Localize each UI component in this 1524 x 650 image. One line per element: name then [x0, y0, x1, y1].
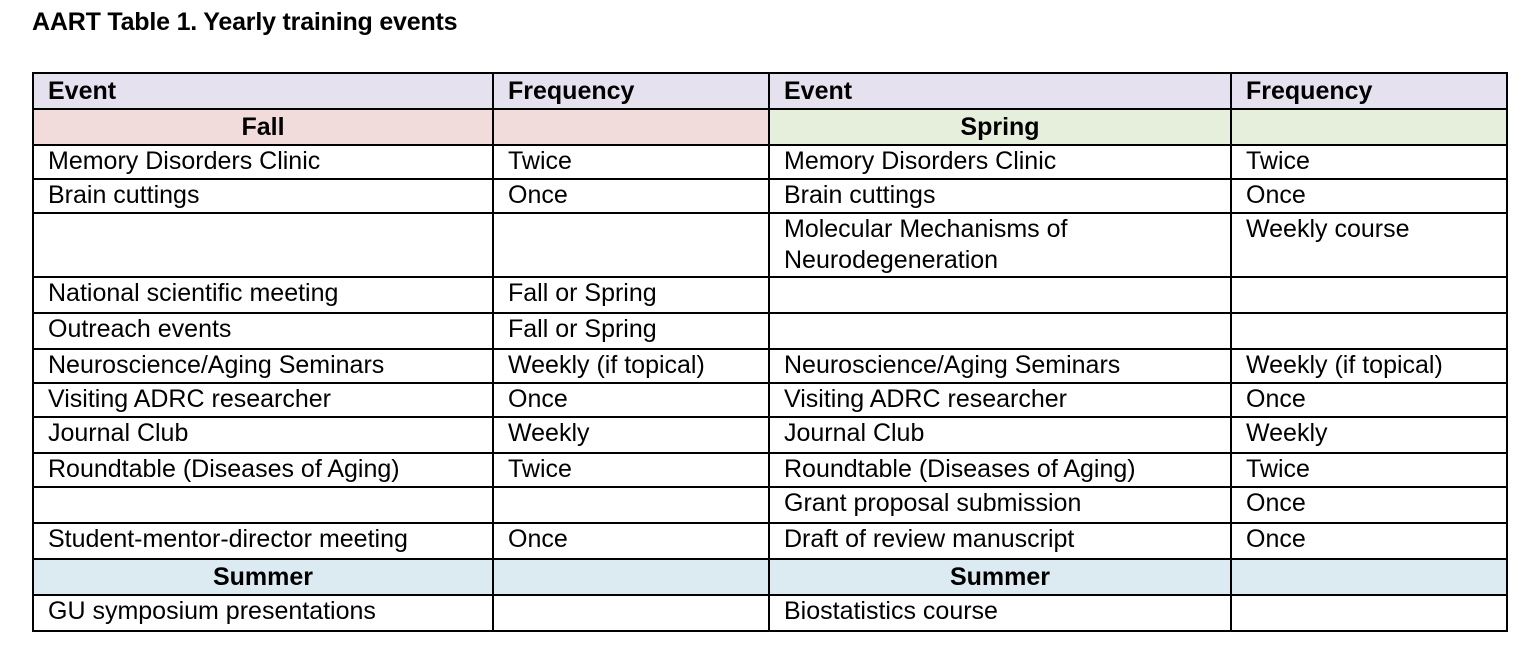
spring-event-cell: Grant proposal submission [769, 487, 1231, 523]
fall-frequency-cell: Fall or Spring [493, 277, 769, 313]
season-summer-right-frequency [1231, 559, 1507, 595]
spring-frequency-cell: Once [1231, 383, 1507, 417]
spring-frequency-cell: Weekly (if topical) [1231, 349, 1507, 383]
season-fall-frequency [493, 109, 769, 145]
spring-event-cell [769, 277, 1231, 313]
fall-frequency-cell: Once [493, 523, 769, 559]
table-row [33, 349, 1507, 383]
fall-event-cell: Brain cuttings [33, 179, 493, 213]
table-row [33, 277, 1507, 313]
table-row [33, 595, 1507, 631]
table-caption: AART Table 1. Yearly training events [32, 8, 458, 36]
spring-frequency-cell: Once [1231, 487, 1507, 523]
fall-event-cell: Neuroscience/Aging Seminars [33, 349, 493, 383]
table-row [33, 313, 1507, 349]
season-summer-left: Summer [33, 559, 493, 595]
season-row-fall-spring [33, 109, 1507, 145]
fall-frequency-cell: Weekly (if topical) [493, 349, 769, 383]
fall-frequency-cell: Fall or Spring [493, 313, 769, 349]
fall-frequency-cell [493, 213, 769, 277]
spring-frequency-cell: Weekly course [1231, 213, 1507, 277]
fall-event-cell: National scientific meeting [33, 277, 493, 313]
header-event-right: Event [769, 73, 1231, 109]
fall-event-cell: Student-mentor-director meeting [33, 523, 493, 559]
spring-event-cell: Memory Disorders Clinic [769, 145, 1231, 179]
spring-frequency-cell: Once [1231, 523, 1507, 559]
table-row [33, 213, 1507, 277]
spring-event-cell: Brain cuttings [769, 179, 1231, 213]
fall-frequency-cell: Weekly [493, 417, 769, 453]
fall-event-cell: Journal Club [33, 417, 493, 453]
spring-frequency-cell: Twice [1231, 453, 1507, 487]
table-header-row [33, 73, 1507, 109]
table-row [33, 383, 1507, 417]
season-summer-left-frequency [493, 559, 769, 595]
season-spring-frequency [1231, 109, 1507, 145]
table-row [33, 453, 1507, 487]
fall-frequency-cell [493, 487, 769, 523]
spring-frequency-cell [1231, 277, 1507, 313]
season-spring: Spring [769, 109, 1231, 145]
table-row [33, 145, 1507, 179]
table-row [33, 487, 1507, 523]
fall-event-cell [33, 487, 493, 523]
season-row-summer [33, 559, 1507, 595]
table-row [33, 179, 1507, 213]
summer-right-frequency-cell [1231, 595, 1507, 631]
spring-frequency-cell: Twice [1231, 145, 1507, 179]
fall-event-cell [33, 213, 493, 277]
table-row [33, 523, 1507, 559]
spring-event-cell: Draft of review manuscript [769, 523, 1231, 559]
fall-event-cell: Visiting ADRC researcher [33, 383, 493, 417]
summer-left-frequency-cell [493, 595, 769, 631]
fall-frequency-cell: Twice [493, 145, 769, 179]
spring-event-cell: Visiting ADRC researcher [769, 383, 1231, 417]
spring-frequency-cell: Weekly [1231, 417, 1507, 453]
spring-frequency-cell: Once [1231, 179, 1507, 213]
fall-event-cell: Roundtable (Diseases of Aging) [33, 453, 493, 487]
fall-event-cell: Outreach events [33, 313, 493, 349]
training-events-table [32, 72, 1508, 632]
fall-frequency-cell: Once [493, 383, 769, 417]
fall-frequency-cell: Once [493, 179, 769, 213]
fall-frequency-cell: Twice [493, 453, 769, 487]
header-frequency-left: Frequency [493, 73, 769, 109]
header-event-left: Event [33, 73, 493, 109]
table-row [33, 417, 1507, 453]
spring-event-cell: Molecular Mechanisms of Neurodegeneration [769, 213, 1231, 277]
spring-event-cell: Roundtable (Diseases of Aging) [769, 453, 1231, 487]
header-frequency-right: Frequency [1231, 73, 1507, 109]
summer-left-event-cell: GU symposium presentations [33, 595, 493, 631]
spring-event-cell [769, 313, 1231, 349]
season-fall: Fall [33, 109, 493, 145]
fall-event-cell: Memory Disorders Clinic [33, 145, 493, 179]
spring-frequency-cell [1231, 313, 1507, 349]
summer-right-event-cell: Biostatistics course [769, 595, 1231, 631]
spring-event-cell: Journal Club [769, 417, 1231, 453]
spring-event-cell: Neuroscience/Aging Seminars [769, 349, 1231, 383]
season-summer-right: Summer [769, 559, 1231, 595]
